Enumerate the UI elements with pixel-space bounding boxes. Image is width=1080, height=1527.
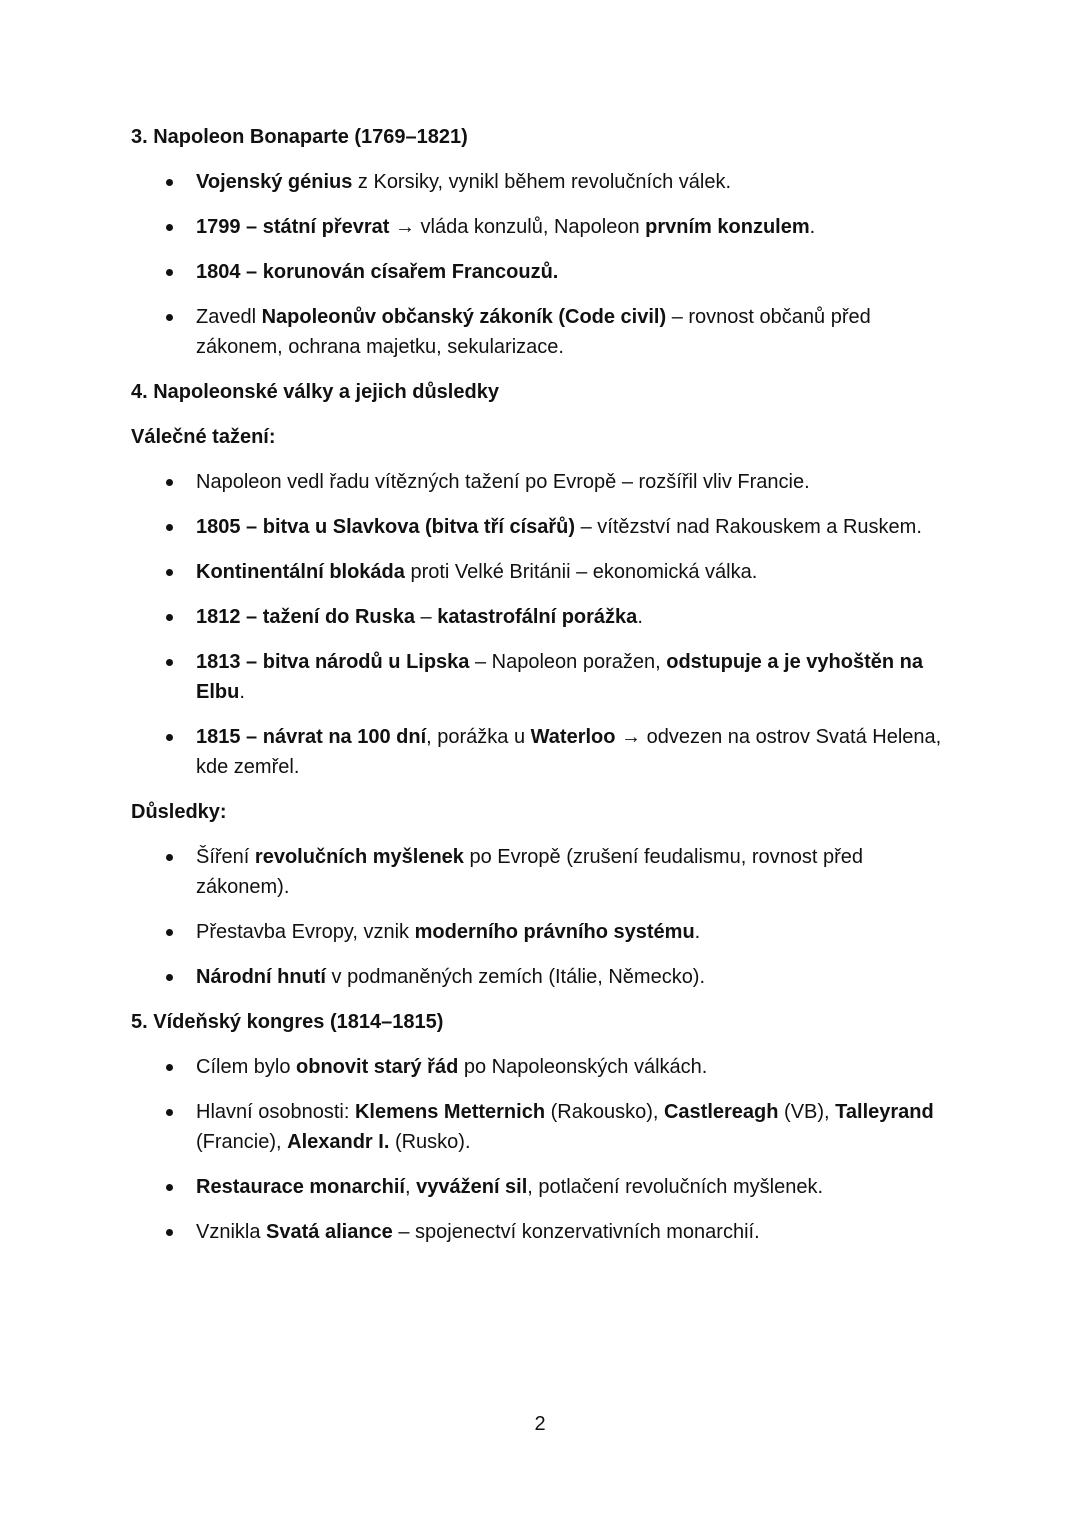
- section-4-heading: 4. Napoleonské války a jejich důsledky: [131, 381, 499, 403]
- bullet-icon: [166, 854, 173, 861]
- list-item: Šíření revolučních myšlenek po Evropě (zrušení feudalismu, rovnost před zákonem).: [131, 842, 961, 902]
- bullet-icon: [166, 524, 173, 531]
- list-item: 1799 – státní převrat → vláda konzulů, Napoleon prvním konzulem.: [131, 212, 961, 242]
- bullet-icon: [166, 614, 173, 621]
- document-page: [131, 122, 961, 1262]
- section-4-consequences-list: [131, 842, 961, 992]
- bullet-icon: [166, 224, 173, 231]
- list-item: Vojenský génius z Korsiky, vynikl během revolučních válek.: [131, 167, 961, 197]
- list-item: Přestavba Evropy, vznik moderního právního systému.: [131, 917, 961, 947]
- section-3-list: [131, 167, 961, 362]
- subheading-campaigns: Válečné tažení:: [131, 426, 276, 448]
- list-item: Vznikla Svatá aliance – spojenectví konzervativních monarchií.: [131, 1217, 961, 1247]
- bullet-icon: [166, 929, 173, 936]
- section-5-list: [131, 1052, 961, 1247]
- list-item: 1804 – korunován císařem Francouzů.: [131, 257, 961, 287]
- bullet-icon: [166, 659, 173, 666]
- list-item: Restaurace monarchií, vyvážení sil, potlačení revolučních myšlenek.: [131, 1172, 961, 1202]
- list-item: Hlavní osobnosti: Klemens Metternich (Rakousko), Castlereagh (VB), Talleyrand (Francie), Alexandr I. (Rusko).: [131, 1097, 961, 1157]
- list-item: 1805 – bitva u Slavkova (bitva tří císařů) – vítězství nad Rakouskem a Ruskem.: [131, 512, 961, 542]
- section-3-heading: 3. Napoleon Bonaparte (1769–1821): [131, 126, 468, 148]
- bullet-icon: [166, 479, 173, 486]
- list-item: Kontinentální blokáda proti Velké Británii – ekonomická válka.: [131, 557, 961, 587]
- bullet-icon: [166, 734, 173, 741]
- bullet-icon: [166, 1184, 173, 1191]
- list-item: Zavedl Napoleonův občanský zákoník (Code civil) – rovnost občanů před zákonem, ochrana majetku, sekularizace.: [131, 302, 961, 362]
- list-item: 1813 – bitva národů u Lipska – Napoleon poražen, odstupuje a je vyhoštěn na Elbu.: [131, 647, 961, 707]
- section-5-heading: 5. Vídeňský kongres (1814–1815): [131, 1011, 444, 1033]
- bullet-icon: [166, 314, 173, 321]
- subheading-consequences: Důsledky:: [131, 801, 227, 823]
- bullet-icon: [166, 1109, 173, 1116]
- bullet-icon: [166, 269, 173, 276]
- list-item: 1812 – tažení do Ruska – katastrofální porážka.: [131, 602, 961, 632]
- list-item: Napoleon vedl řadu vítězných tažení po Evropě – rozšířil vliv Francie.: [131, 467, 961, 497]
- list-item: 1815 – návrat na 100 dní, porážka u Waterloo → odvezen na ostrov Svatá Helena, kde zemřel.: [131, 722, 961, 782]
- bullet-icon: [166, 1064, 173, 1071]
- bullet-icon: [166, 569, 173, 576]
- bullet-icon: [166, 1229, 173, 1236]
- section-4-campaigns-list: [131, 467, 961, 782]
- list-item: Národní hnutí v podmaněných zemích (Itálie, Německo).: [131, 962, 961, 992]
- list-item: Cílem bylo obnovit starý řád po Napoleonských válkách.: [131, 1052, 961, 1082]
- bullet-icon: [166, 974, 173, 981]
- bullet-icon: [166, 179, 173, 186]
- page-number: 2: [534, 1413, 546, 1435]
